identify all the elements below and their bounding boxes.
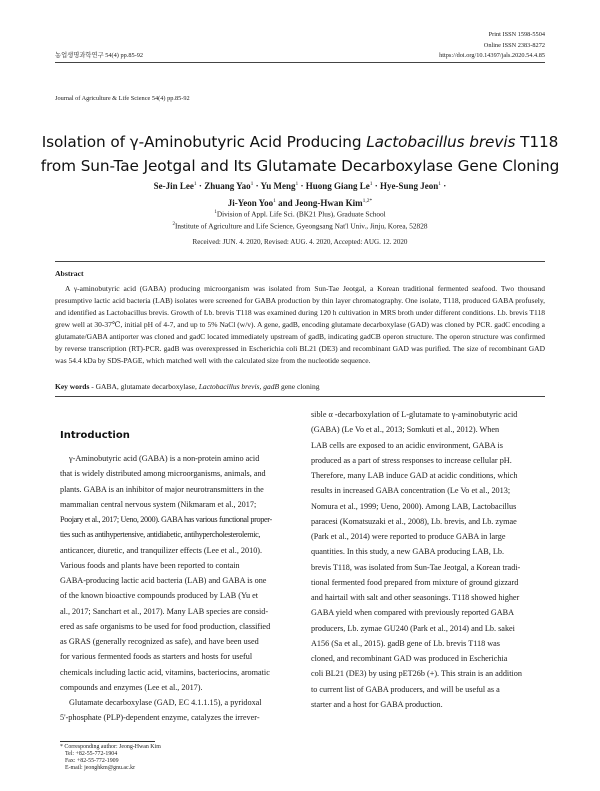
- footnote-tel: Tel: +82-55-772-1904: [65, 750, 118, 757]
- text-line: Glutamate decarboxylase (GAD, EC 4.1.1.15), a pyridoxal: [69, 698, 262, 707]
- online-issn: Online ISSN 2383-8272: [483, 41, 545, 49]
- footnote-lead: * Corresponding author: Jeong-Hwan Kim: [60, 743, 161, 750]
- abstract-bottom-divider: [55, 396, 545, 397]
- footnote-email[interactable]: E-mail: jeonghkm@gnu.ac.kr: [65, 765, 136, 772]
- author-name: Ji-Yeon Yoo: [227, 198, 274, 208]
- text-line: LAB cells are exposed to an acidic environment, GABA is: [311, 440, 503, 450]
- text-line: to current list of GABA producers, and will be useful as a: [311, 684, 500, 694]
- right-column: [311, 407, 551, 712]
- text-line: results in increased GABA concentration (Le Vo et al., 2013;: [311, 486, 511, 496]
- text-line: A156 (Sa et al., 2015). gadB gene of Lb. brevis T118 was: [311, 638, 500, 648]
- footnote-divider: [60, 741, 155, 742]
- author-name: Jeong-Hwan Kim: [294, 198, 363, 208]
- author-separator: ·: [372, 181, 381, 191]
- text-line: as GRAS (generally recognized as safe), and have been used: [60, 637, 259, 646]
- text-line: quantities. In this study, a new GABA producing LAB, Lb.: [311, 547, 504, 557]
- title-line-2: from Sun-Tae Jeotgal and Its Glutamate Decarboxylase Gene Cloning: [40, 157, 560, 175]
- abstract-heading: Abstract: [55, 269, 84, 278]
- title-text-end: T118: [515, 133, 559, 151]
- author-separator: ·: [196, 181, 205, 191]
- author-affiliation-mark: 1,2*: [362, 198, 373, 204]
- author-affiliation-mark: 1: [273, 198, 276, 204]
- author-list: [60, 177, 540, 211]
- text-line: ties such as antihypertensive, antidiabetic, antihypercholesterolemic,: [60, 530, 261, 540]
- text-line: al., 2017; Sanchart et al., 2017). Many LAB species are consid-: [60, 606, 269, 616]
- abstract-text: A γ-aminobutyric acid (GABA) producing microorganism was isolated from Sun-Tae Jeotgal, a Korean traditional fermented seafood. Two thousand presumptive lactic acid bacteria (LAB) isolates were screened for GABA production by thin layer chromatography. One isolate, T118, produced GABA profusely, and identified as Lactobacillus brevis. Growth of Lb. brevis T118 was examined during 120 h cultivation in MRS broth under different conditions. Lb. brevis T118 grew well at 30-37℃, initial pH of 4-7, and up to 5% NaCl (w/v). A gene, gadB, encoding glutamate decarboxylase (GAD) was cloned by PCR. gadC encoding a glutamate/GABA antiporter was cloned and gadC located immediately upstream of gadB, indicating gadCB operon structure. The operon structure was confirmed by reverse transcription (RT)-PCR. gadB was overexpressed in Escherichia coli BL21 (DE3) and recombinant GAD was purified. The size of recombinant GAD was 54.4 kDa by SDS-PAGE, which matched well with the calculated size from the nucleotide sequence.: [55, 284, 545, 366]
- footnote-fax: Fax: +82-55-772-1909: [65, 758, 119, 765]
- text-line: (Park et al., 2014) were reported to produce GABA in large: [311, 532, 506, 541]
- keywords: [55, 382, 545, 391]
- text-line: γ-Aminobutyric acid (GABA) is a non-protein amino acid: [69, 454, 260, 463]
- corresponding-author-footnote: [60, 744, 161, 773]
- article-title: [40, 130, 560, 178]
- author-name: Yu Meng: [260, 181, 296, 191]
- introduction-heading: Introduction: [60, 430, 130, 441]
- author-and: and: [275, 198, 295, 208]
- author-affiliation-mark: 1: [250, 181, 254, 187]
- text-line: coli BL21 (DE3) by using pET26b (+). This strain is an addition: [311, 669, 522, 679]
- text-line: paracesi (Komatsuzaki et al., 2008), Lb. brevis, and Lb. zymae: [311, 516, 517, 526]
- korean-journal-citation: 농업생명과학연구 54(4) pp.85-92: [55, 51, 144, 59]
- text-line: of the known bioactive compounds produced by LAB (Yu et: [60, 591, 259, 601]
- author-separator: ·: [298, 181, 306, 191]
- text-line: for various fermented foods as starters and hosts for useful: [60, 652, 253, 662]
- text-line: produced as a part of stress responses to increase cellular pH.: [311, 455, 512, 465]
- affiliation-1: Division of Appl. Life Sci. (BK21 Plus), Graduate School: [216, 209, 386, 219]
- keywords-text: GABA, glutamate decarboxylase,: [95, 382, 199, 391]
- text-line: producers, Lb. zymae GU240 (Park et al., 2014) and Lb. sakei: [311, 623, 515, 633]
- abstract-body: [55, 283, 545, 367]
- author-separator: ·: [441, 181, 447, 191]
- abstract-top-divider: [55, 261, 545, 262]
- left-column: [60, 451, 300, 726]
- text-line: ered as safe organisms to be used for food production, classified: [60, 621, 271, 631]
- text-line: tional fermented food prepared from mixture of ground gizzard: [311, 577, 519, 587]
- header-divider: [55, 62, 545, 63]
- text-line: that is widely distributed among microorganisms, animals, and: [60, 469, 266, 479]
- author-name: Zhuang Yao: [204, 181, 251, 191]
- author-separator: ·: [253, 181, 261, 191]
- title-species: Lactobacillus brevis: [366, 133, 516, 151]
- text-line: GABA yield when compared with previously reported GABA: [311, 608, 515, 618]
- print-issn: Print ISSN 1598-5504: [488, 31, 545, 38]
- text-line: brevis T118, was isolated from Sun-Tae Jeotgal, a Korean tradi-: [311, 562, 521, 572]
- keywords-text-end: gene cloning: [279, 382, 320, 391]
- text-line: plants. GABA is an inhibitor of major neurotransmitters in the: [60, 484, 264, 494]
- text-line: (GABA) (Le Vo et al., 2013; Somkuti et al., 2012). When: [311, 425, 500, 435]
- author-name: Hye-Sung Jeon: [380, 181, 439, 191]
- text-line: Various foods and plants have been reported to contain: [60, 560, 240, 570]
- text-line: Poojary et al., 2017; Ueno, 2000). GABA has various functional proper-: [60, 515, 272, 524]
- author-name: Se-Jin Lee: [153, 181, 194, 191]
- text-line: starter and a host for GABA production.: [311, 699, 443, 709]
- author-affiliation-mark: 1: [369, 181, 373, 187]
- affiliation-2: Institute of Agriculture and Life Science, Gyeongsang Nat'l Univ., Jinju, Korea, 52828: [174, 221, 428, 231]
- keywords-italic: Lactobacillus brevis, gadB: [198, 382, 280, 391]
- text-line: cloned, and recombinant GAD was produced in Escherichia: [311, 654, 508, 663]
- text-line: mammalian central nervous system (Nikmaram et al., 2017;: [60, 499, 257, 509]
- text-line: Therefore, many LAB induce GAD at acidic conditions, which: [311, 471, 518, 480]
- affiliations: [60, 207, 540, 232]
- submission-dates: Received: JUN. 4. 2020, Revised: AUG. 4. 2020, Accepted: AUG. 12. 2020: [192, 238, 408, 246]
- author-affiliation-mark: 1: [193, 181, 197, 187]
- text-line: chemicals including lactic acid, vitamins, bacteriocins, aromatic: [60, 667, 270, 677]
- affiliation-mark: 2: [172, 222, 175, 228]
- author-name: Huong Giang Le: [305, 181, 370, 191]
- keywords-separator: -: [89, 382, 96, 391]
- issn-block: [439, 30, 545, 62]
- text-line: sible α -decarboxylation of L-glutamate to γ-aminobutyric acid: [311, 410, 518, 419]
- text-line: 5'-phosphate (PLP)-dependent enzyme, catalyzes the irrever-: [60, 713, 260, 723]
- author-affiliation-mark: 1: [295, 181, 299, 187]
- text-line: compounds and enzymes (Lee et al., 2017).: [60, 682, 203, 692]
- text-line: anticancer, diuretic, and tranquilizer effects (Lee et al., 2010).: [60, 545, 263, 555]
- keywords-label: Key words: [55, 382, 90, 391]
- text-line: Nomura et al., 1999; Ueno, 2000). Among LAB, Lactobacillus: [311, 501, 517, 511]
- text-line: GABA-producing lactic acid bacteria (LAB) and GABA is one: [60, 576, 267, 585]
- doi-link[interactable]: https://doi.org/10.14397/jals.2020.54.4.85: [439, 52, 545, 59]
- title-text: Isolation of γ-Aminobutyric Acid Producing: [41, 133, 367, 151]
- affiliation-mark: 1: [214, 210, 217, 215]
- author-affiliation-mark: 1: [438, 181, 442, 187]
- journal-citation: Journal of Agriculture & Life Science 54(4) pp.85-92: [55, 95, 190, 102]
- text-line: and hairtail with salt and other seasonings. T118 showed higher: [311, 593, 520, 602]
